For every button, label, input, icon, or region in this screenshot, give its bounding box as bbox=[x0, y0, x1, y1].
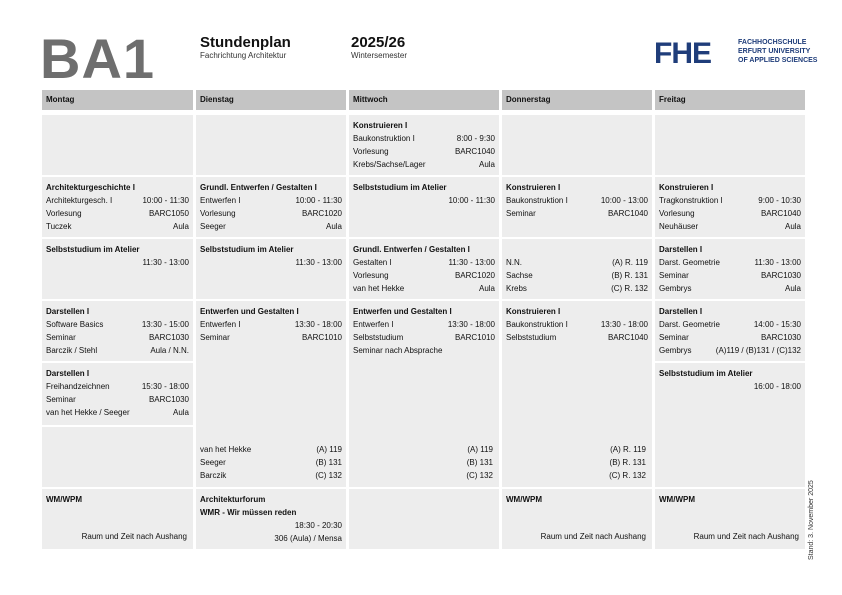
slot-freitag-5 bbox=[655, 363, 805, 487]
slot-donnerstag-4 bbox=[502, 301, 652, 487]
course-type: Vorlesung bbox=[46, 209, 82, 218]
course-module: Entwerfen I bbox=[200, 320, 241, 329]
day-header-mittwoch: Mittwoch bbox=[349, 90, 499, 110]
course-note: Raum und Zeit nach Aushang bbox=[693, 532, 799, 541]
course-title: Entwerfen und Gestalten I bbox=[200, 307, 299, 316]
course-lecturer: van het Hekke / Seeger bbox=[46, 408, 130, 417]
course-title: Darstellen I bbox=[46, 369, 90, 378]
slot-donnerstag-3 bbox=[502, 239, 652, 299]
class-code: BA1 bbox=[40, 27, 156, 90]
slot-montag-4 bbox=[42, 301, 193, 361]
course-type: Selbststudium bbox=[506, 333, 557, 342]
course-title: Darstellen I bbox=[659, 307, 703, 316]
course-code: BARC1030 bbox=[148, 333, 189, 342]
slot-donnerstag-2 bbox=[502, 177, 652, 237]
course-title: Konstruieren I bbox=[506, 183, 561, 192]
course-title: Konstruieren I bbox=[506, 307, 561, 316]
course-time: 11:30 - 13:00 bbox=[295, 258, 342, 267]
course-title: WM/WPM bbox=[506, 495, 542, 504]
course-time: 10:00 - 13:00 bbox=[600, 196, 648, 205]
course-title: Selbststudium im Atelier bbox=[46, 245, 140, 254]
course-time: 15:30 - 18:00 bbox=[141, 382, 189, 391]
course-title: Architekturgeschichte I bbox=[46, 183, 135, 192]
course-lecturer: Barczik / Stehl bbox=[46, 346, 98, 355]
group-lecturer: Krebs bbox=[506, 284, 527, 293]
status-date: Stand: 3. November 2025 bbox=[808, 480, 815, 560]
course-time: 11:30 - 13:00 bbox=[754, 258, 801, 267]
course-lecturer: Krebs/Sachse/Lager bbox=[353, 160, 426, 169]
slot-dienstag-6 bbox=[196, 489, 346, 549]
course-lecturer: Gembrys bbox=[659, 346, 692, 355]
group-lecturer: N.N. bbox=[506, 258, 522, 267]
slot-dienstag-4 bbox=[196, 301, 346, 487]
slot-dienstag-1 bbox=[196, 115, 346, 175]
course-module: Baukonstruktion I bbox=[506, 320, 568, 329]
course-type: Seminar bbox=[659, 333, 689, 342]
course-module: Darst. Geometrie bbox=[659, 320, 720, 329]
logo-line-2: ERFURT UNIVERSITY bbox=[738, 48, 811, 55]
course-type: Vorlesung bbox=[353, 271, 389, 280]
slot-mittwoch-2 bbox=[349, 177, 499, 237]
course-room: 306 (Aula) / Mensa bbox=[274, 534, 342, 543]
course-type: Seminar bbox=[46, 333, 76, 342]
slot-montag-3 bbox=[42, 239, 193, 299]
course-room: Aula bbox=[784, 284, 801, 293]
course-code: BARC1030 bbox=[760, 333, 801, 342]
slot-donnerstag-1 bbox=[502, 115, 652, 175]
course-room: Aula bbox=[478, 160, 495, 169]
slot-freitag-3 bbox=[655, 239, 805, 299]
group-lecturer: van het Hekke bbox=[200, 445, 252, 454]
page-title: Stundenplan bbox=[200, 34, 291, 51]
course-time: 14:00 - 15:30 bbox=[753, 320, 801, 329]
slot-dienstag-3 bbox=[196, 239, 346, 299]
course-time: 10:00 - 11:30 bbox=[142, 196, 189, 205]
course-title: Konstruieren I bbox=[659, 183, 714, 192]
course-lecturer: Seeger bbox=[200, 222, 226, 231]
course-module: Baukonstruktion I bbox=[506, 196, 568, 205]
course-title: Konstruieren I bbox=[353, 121, 408, 130]
course-room: Aula bbox=[172, 408, 189, 417]
course-lecturer: Gembrys bbox=[659, 284, 692, 293]
course-type: Seminar bbox=[506, 209, 536, 218]
course-lecturer: van het Hekke bbox=[353, 284, 405, 293]
group-room: (C) 132 bbox=[315, 471, 342, 480]
day-header-dienstag: Dienstag bbox=[196, 90, 346, 110]
group-room: (B) 131 bbox=[466, 458, 493, 467]
slot-mittwoch-4 bbox=[349, 301, 499, 487]
slot-montag-2 bbox=[42, 177, 193, 237]
course-time: 9:00 - 10:30 bbox=[758, 196, 801, 205]
group-room: (C) R. 132 bbox=[609, 471, 646, 480]
course-code: BARC1030 bbox=[760, 271, 801, 280]
course-type: Vorlesung bbox=[353, 147, 389, 156]
course-type: Seminar bbox=[659, 271, 689, 280]
slot-mittwoch-1 bbox=[349, 115, 499, 175]
logo-line-1: FACHHOCHSCHULE bbox=[738, 39, 807, 46]
course-code: BARC1020 bbox=[454, 271, 495, 280]
course-time: 13:30 - 18:00 bbox=[600, 320, 648, 329]
slot-freitag-6 bbox=[655, 489, 805, 549]
course-time: 10:00 - 11:30 bbox=[295, 196, 342, 205]
course-module: Tragkonstruktion I bbox=[659, 196, 723, 205]
slot-freitag-4 bbox=[655, 301, 805, 361]
course-title: Selbststudium im Atelier bbox=[353, 183, 447, 192]
logo-mark: FHE bbox=[654, 37, 711, 70]
day-header-montag: Montag bbox=[42, 90, 193, 110]
course-module: Gestalten I bbox=[353, 258, 392, 267]
course-type: Seminar bbox=[46, 395, 76, 404]
course-title: Darstellen I bbox=[659, 245, 703, 254]
slot-freitag-1 bbox=[655, 115, 805, 175]
course-lecturer: Neuhäuser bbox=[659, 222, 699, 231]
course-code: BARC1010 bbox=[454, 333, 495, 342]
course-code: BARC1020 bbox=[301, 209, 342, 218]
course-type: Vorlesung bbox=[200, 209, 236, 218]
course-code: BARC1050 bbox=[148, 209, 189, 218]
day-header-donnerstag: Donnerstag bbox=[502, 90, 652, 110]
course-title: Architekturforum bbox=[200, 495, 266, 504]
course-code: BARC1010 bbox=[301, 333, 342, 342]
logo-line-3: OF APPLIED SCIENCES bbox=[738, 57, 818, 64]
group-lecturer: Barczik bbox=[200, 471, 227, 480]
academic-year: 2025/26 bbox=[351, 34, 406, 51]
course-module: Baukonstruktion I bbox=[353, 134, 415, 143]
course-module: Darst. Geometrie bbox=[659, 258, 720, 267]
group-room: (B) R. 131 bbox=[611, 271, 648, 280]
course-module: Entwerfen I bbox=[200, 196, 241, 205]
slot-mittwoch-6 bbox=[349, 489, 499, 549]
group-room: (A) 119 bbox=[316, 445, 342, 454]
course-time: 11:30 - 13:00 bbox=[448, 258, 495, 267]
slot-freitag-2 bbox=[655, 177, 805, 237]
course-title: Selbststudium im Atelier bbox=[659, 369, 753, 378]
fhe-logo bbox=[654, 37, 818, 70]
course-time: 16:00 - 18:00 bbox=[753, 382, 801, 391]
course-room: Aula bbox=[478, 284, 495, 293]
course-subtitle: WMR - Wir müssen reden bbox=[200, 508, 297, 517]
course-title: WM/WPM bbox=[659, 495, 695, 504]
course-title: Grundl. Entwerfen / Gestalten I bbox=[200, 183, 317, 192]
group-room: (C) 132 bbox=[466, 471, 493, 480]
semester: Wintersemester bbox=[351, 51, 408, 60]
group-room: (B) R. 131 bbox=[609, 458, 646, 467]
course-time: 13:30 - 18:00 bbox=[447, 320, 495, 329]
course-module: Architekturgesch. I bbox=[46, 196, 113, 205]
course-time: 11:30 - 13:00 bbox=[142, 258, 189, 267]
slot-montag-5 bbox=[42, 363, 193, 425]
group-lecturer: Seeger bbox=[200, 458, 226, 467]
course-module: Software Basics bbox=[46, 320, 104, 329]
course-room: (A)119 / (B)131 / (C)132 bbox=[715, 346, 801, 355]
slot-montag-5b bbox=[42, 427, 193, 487]
course-room: Aula bbox=[172, 222, 189, 231]
group-room: (A) R. 119 bbox=[612, 258, 648, 267]
course-module: Entwerfen I bbox=[353, 320, 394, 329]
course-title: Entwerfen und Gestalten I bbox=[353, 307, 452, 316]
course-time: 8:00 - 9:30 bbox=[456, 134, 495, 143]
group-room: (B) 131 bbox=[315, 458, 342, 467]
course-note: Raum und Zeit nach Aushang bbox=[540, 532, 646, 541]
course-time: 10:00 - 11:30 bbox=[448, 196, 495, 205]
group-room: (A) R. 119 bbox=[610, 445, 646, 454]
group-room: (C) R. 132 bbox=[611, 284, 648, 293]
slot-montag-6 bbox=[42, 489, 193, 549]
course-room: Aula / N.N. bbox=[150, 346, 189, 355]
slot-dienstag-2 bbox=[196, 177, 346, 237]
slot-donnerstag-6 bbox=[502, 489, 652, 549]
course-type: Vorlesung bbox=[659, 209, 695, 218]
slot-mittwoch-3 bbox=[349, 239, 499, 299]
course-title: WM/WPM bbox=[46, 495, 82, 504]
page-subtitle: Fachrichtung Architektur bbox=[200, 51, 287, 60]
course-title: Selbststudium im Atelier bbox=[200, 245, 294, 254]
course-note: Seminar nach Absprache bbox=[353, 346, 443, 355]
course-note: Raum und Zeit nach Aushang bbox=[81, 532, 187, 541]
course-lecturer: Tuczek bbox=[46, 222, 72, 231]
course-code: BARC1030 bbox=[148, 395, 189, 404]
group-lecturer: Sachse bbox=[506, 271, 533, 280]
course-type: Selbststudium bbox=[353, 333, 404, 342]
course-title: Darstellen I bbox=[46, 307, 90, 316]
slot-montag-1 bbox=[42, 115, 193, 175]
course-code: BARC1040 bbox=[454, 147, 495, 156]
course-type: Seminar bbox=[200, 333, 230, 342]
course-title: Grundl. Entwerfen / Gestalten I bbox=[353, 245, 470, 254]
course-code: BARC1040 bbox=[607, 209, 648, 218]
course-time: 18:30 - 20:30 bbox=[294, 521, 342, 530]
day-header-freitag: Freitag bbox=[655, 90, 805, 110]
course-room: Aula bbox=[325, 222, 342, 231]
course-time: 13:30 - 18:00 bbox=[294, 320, 342, 329]
course-code: BARC1040 bbox=[760, 209, 801, 218]
course-module: Freihandzeichnen bbox=[46, 382, 110, 391]
group-room: (A) 119 bbox=[467, 445, 493, 454]
course-room: Aula bbox=[784, 222, 801, 231]
course-time: 13:30 - 15:00 bbox=[141, 320, 189, 329]
course-code: BARC1040 bbox=[607, 333, 648, 342]
